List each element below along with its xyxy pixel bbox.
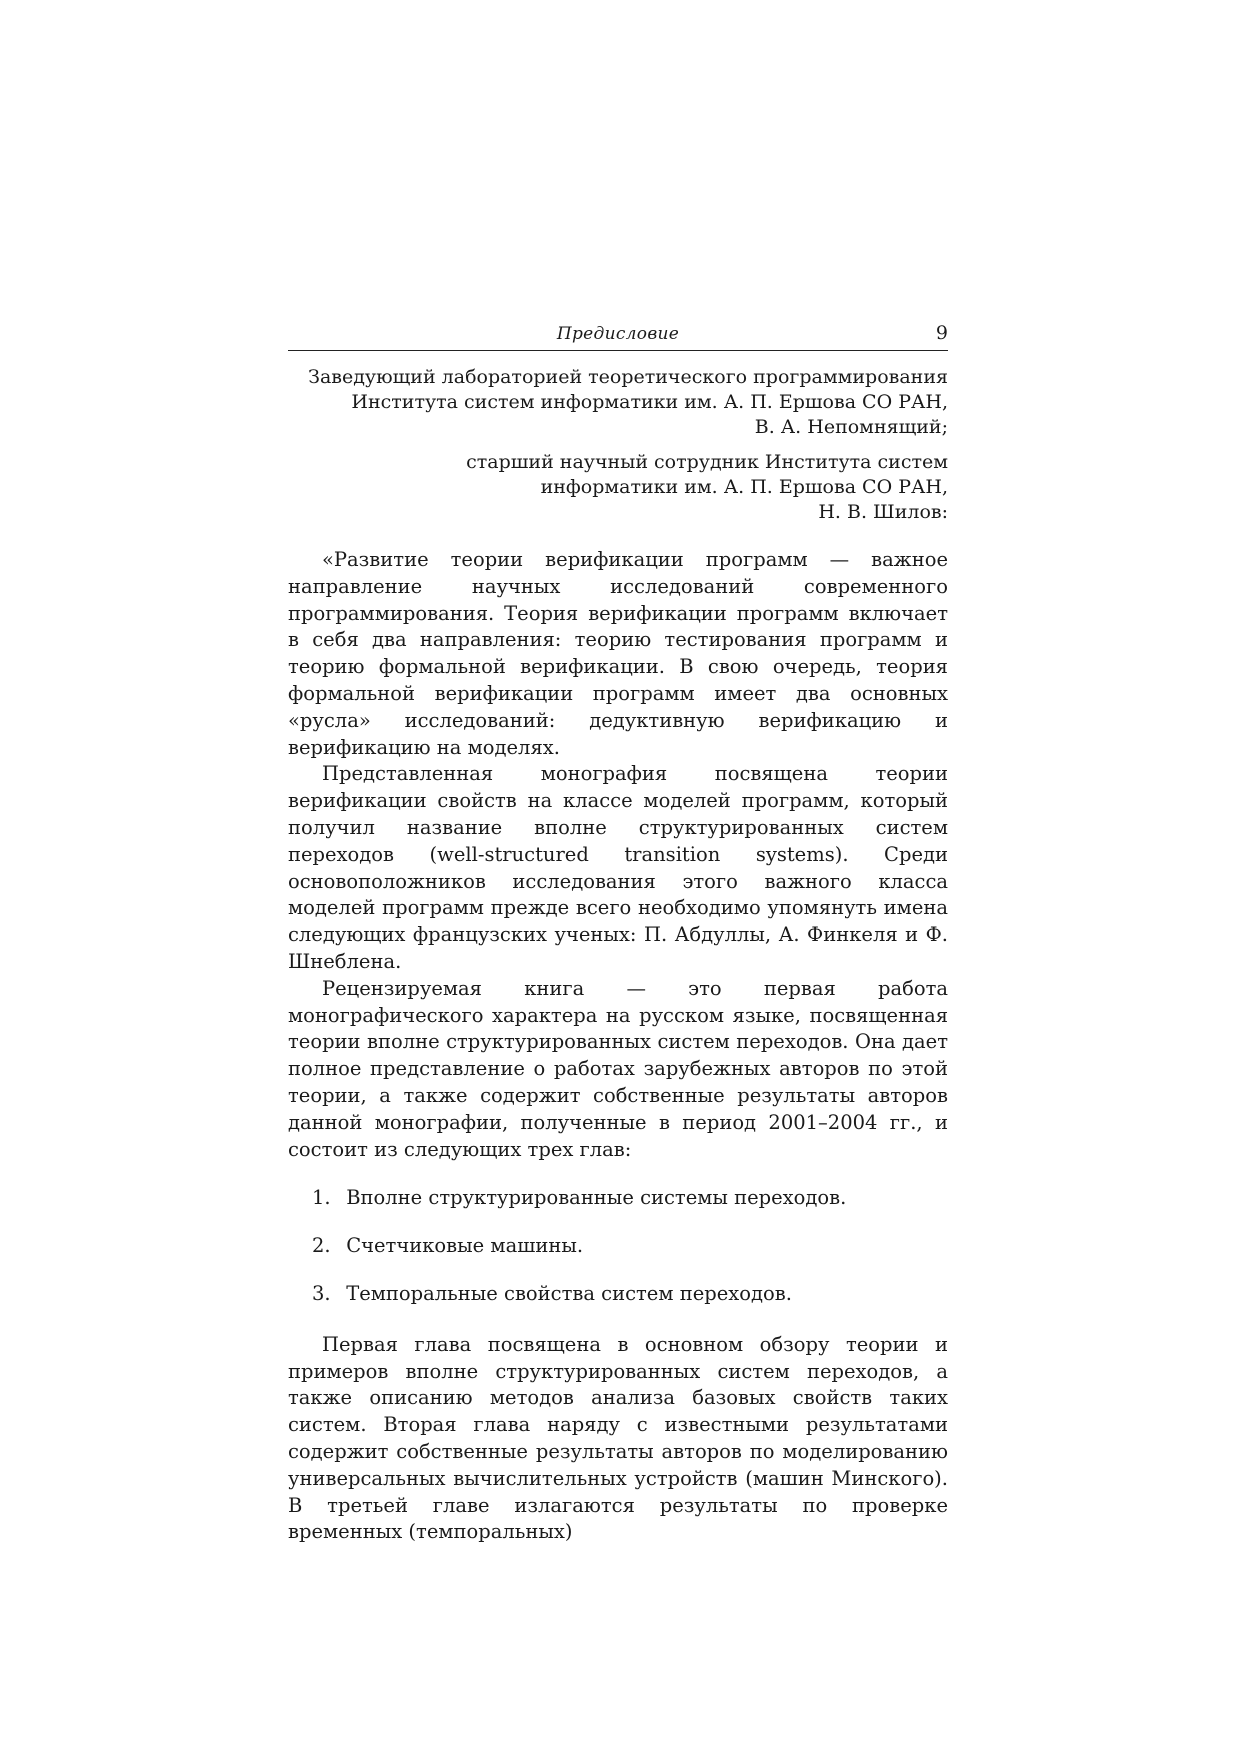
signature-name: В. А. Непомнящий; bbox=[754, 416, 948, 438]
chapter-item bbox=[288, 1185, 948, 1212]
signature-line: информатики им. А. П. Ершова СО РАН, bbox=[540, 476, 948, 498]
chapter-item bbox=[288, 1233, 948, 1260]
reviewer-signature-2 bbox=[288, 450, 948, 525]
signature-line: старший научный сотрудник Института систем bbox=[466, 451, 948, 473]
closing-paragraph: Первая глава посвящена в основном обзору теории и примеров вполне структурированных систем переходов, а также описанию методов анализа базовых свойств таких систем. Вторая глава наряду с известными результатами содержит собственные результаты авторов по моделированию универсальных вычислительных устройств (машин Минского). В третьей главе излагаются результаты по проверке временных (темпоральных) bbox=[288, 1332, 948, 1544]
running-head bbox=[288, 320, 948, 351]
reviewer-signature-1 bbox=[288, 365, 948, 440]
signature-name: Н. В. Шилов: bbox=[818, 501, 948, 523]
chapter-title: Вполне структурированные системы переходов. bbox=[346, 1186, 847, 1210]
review-text bbox=[288, 547, 948, 1546]
paragraph: Рецензируемая книга — это первая работа монографического характера на русском языке, посвященная теории вполне структурированных систем переходов. Она дает полное представление о работах зарубежных авторов по этой теории, а также содержит собственные результаты авторов данной монографии, полученные в период 2001–2004 гг., и состоит из следующих трех глав: bbox=[288, 976, 948, 1161]
book-page bbox=[288, 320, 948, 1546]
chapter-number: 3. bbox=[312, 1281, 331, 1305]
paragraph: Представленная монография посвящена теории верификации свойств на классе моделей программ, который получил название вполне структурированных систем переходов (well-structured transition systems). Среди основоположников исследования этого важного класса моделей программ прежде всего необходимо упомянуть имена следующих французских ученых: П. Абдуллы, А. Финкеля и Ф. Шнеблена. bbox=[288, 762, 948, 973]
chapter-number: 1. bbox=[312, 1186, 331, 1210]
running-title: Предисловие bbox=[556, 324, 680, 344]
chapter-title: Счетчиковые машины. bbox=[346, 1234, 584, 1258]
chapter-item bbox=[288, 1281, 948, 1308]
chapter-list bbox=[288, 1185, 948, 1307]
page-number: 9 bbox=[935, 322, 948, 344]
chapter-number: 2. bbox=[312, 1234, 331, 1258]
signature-line: Института систем информатики им. А. П. Ершова СО РАН, bbox=[351, 391, 948, 413]
chapter-title: Темпоральные свойства систем переходов. bbox=[346, 1281, 792, 1305]
signature-line: Заведующий лабораторией теоретического программирования bbox=[308, 366, 948, 388]
paragraph: «Развитие теории верификации программ — важное направление научных исследований современного программирования. Теория верификации программ включает в себя два направления: теорию тестирования программ и теорию формальной верификации. В свою очередь, теория формальной верификации программ имеет два основных «русла» исследований: дедуктивную верификацию и верификацию на моделях. bbox=[288, 548, 948, 759]
